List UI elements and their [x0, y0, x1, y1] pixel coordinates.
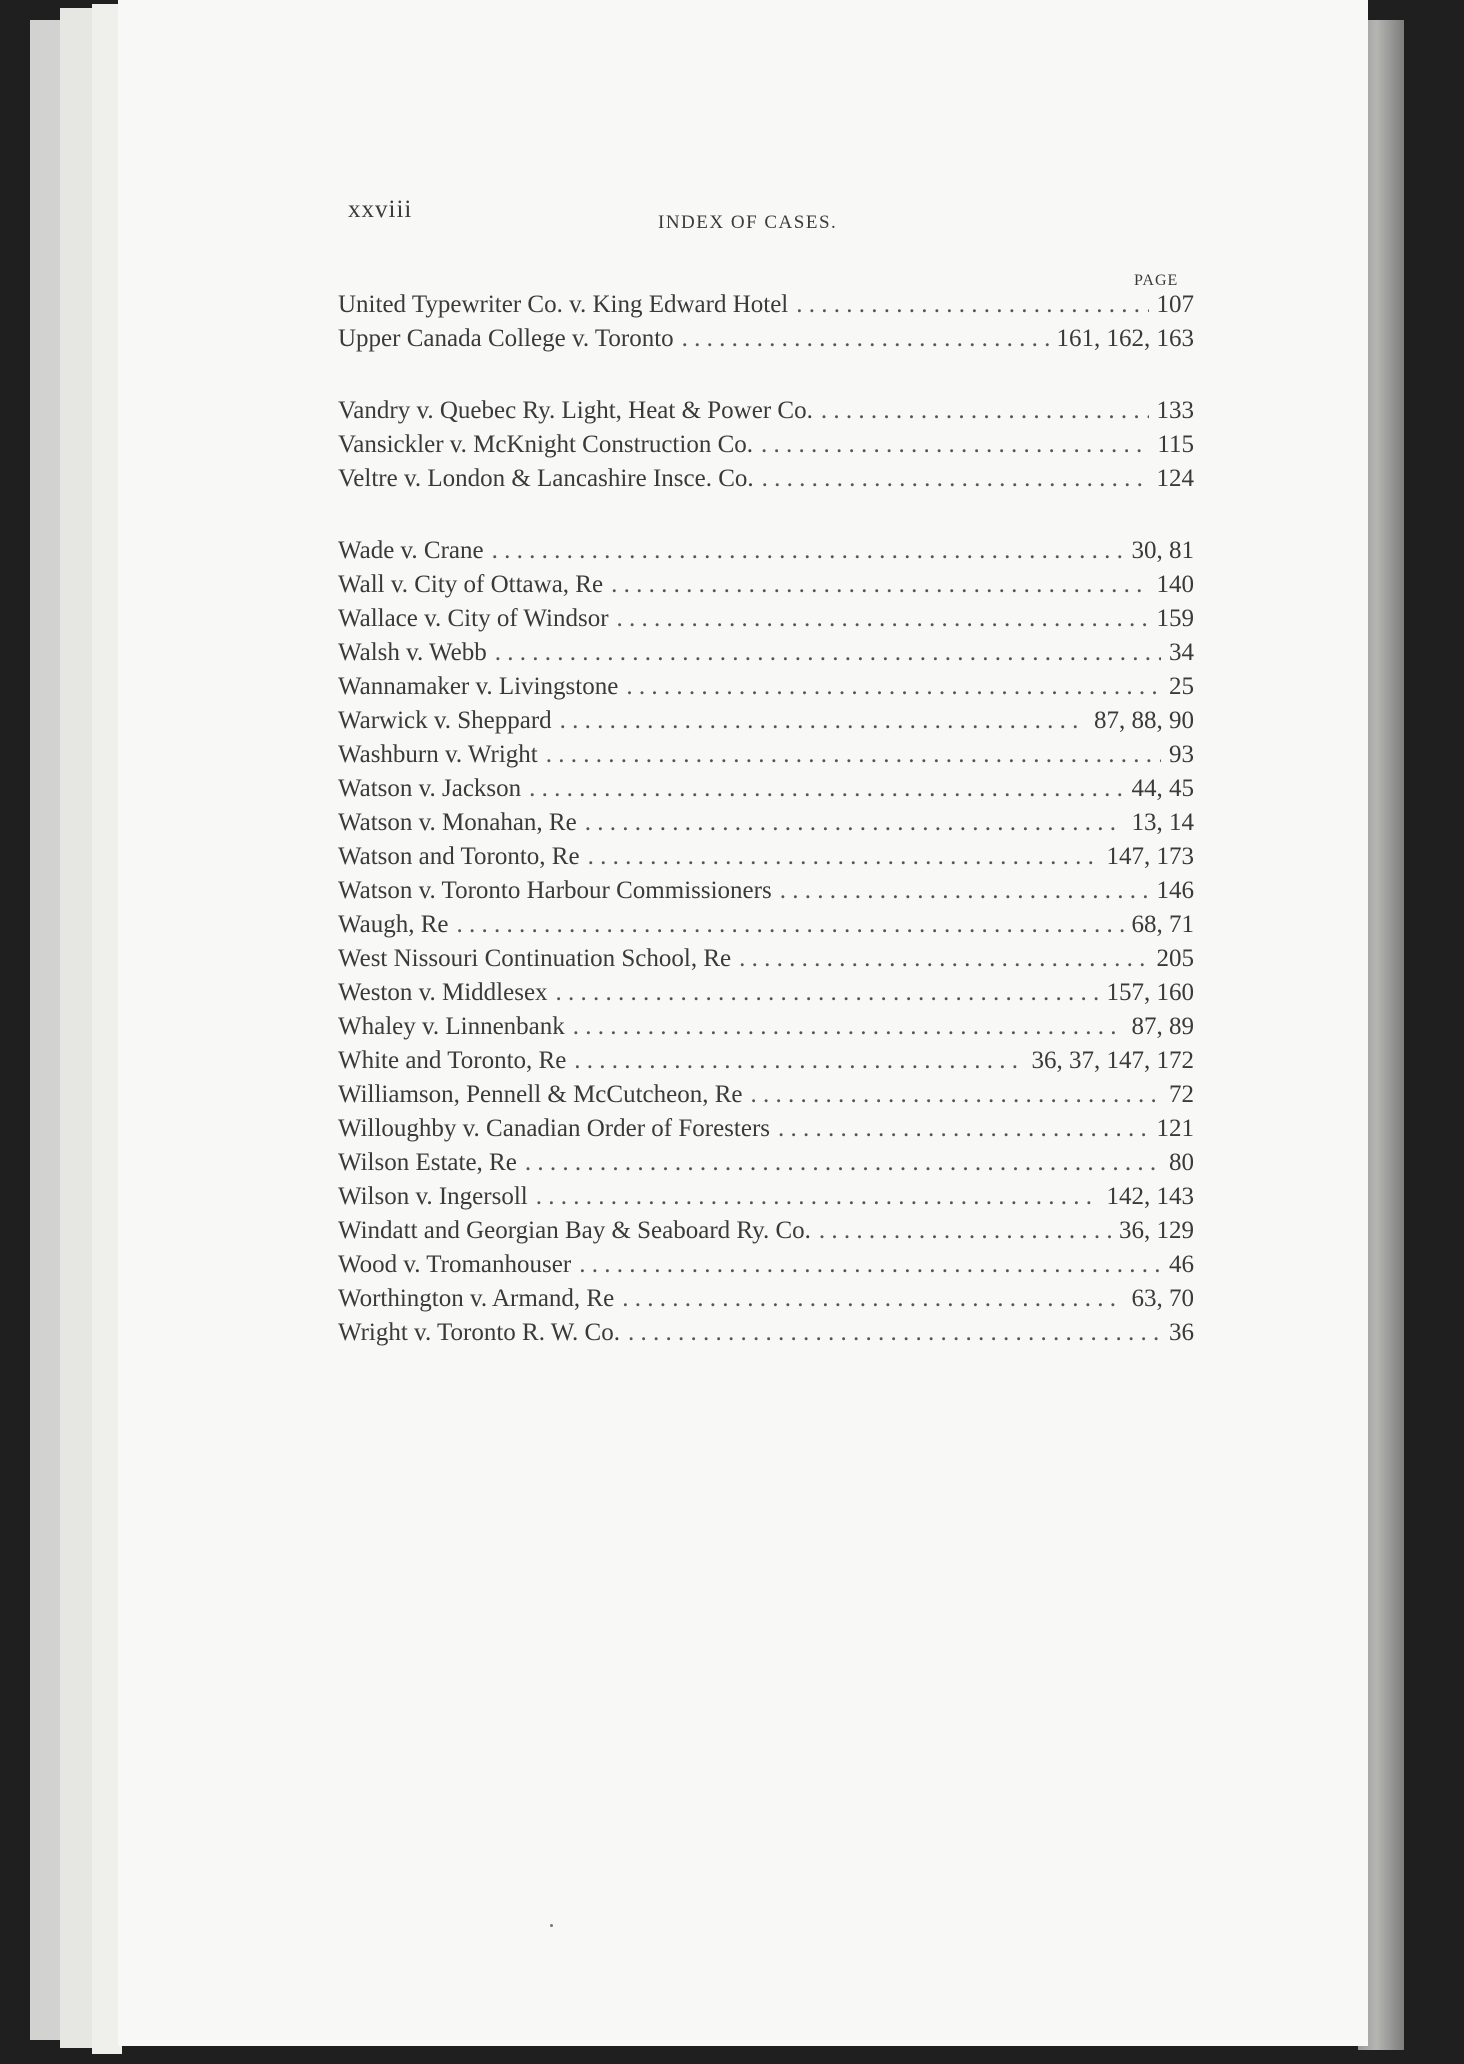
case-pages: 107: [1156, 291, 1194, 318]
index-entry: [338, 738, 1194, 772]
dot-leader: [739, 942, 1148, 976]
case-name: Windatt and Georgian Bay & Seaboard Ry. Co.: [338, 1217, 811, 1244]
case-name: Wright v. Toronto R. W. Co.: [338, 1319, 620, 1346]
dot-leader: [780, 874, 1149, 908]
page-number: xxviii: [348, 196, 413, 223]
index-entry: [338, 976, 1194, 1010]
case-pages: 68, 71: [1131, 911, 1194, 938]
dot-leader: [529, 772, 1123, 806]
case-pages: 205: [1156, 945, 1194, 972]
dot-leader: [628, 1316, 1161, 1350]
case-name: Waugh, Re: [338, 911, 449, 938]
index-entry: [338, 772, 1194, 806]
case-pages: 34: [1169, 639, 1194, 666]
case-name: Willoughby v. Canadian Order of Foresters: [338, 1115, 770, 1142]
case-name: Worthington v. Armand, Re: [338, 1285, 615, 1312]
case-pages: 13, 14: [1131, 809, 1194, 836]
index-entry: [338, 428, 1194, 462]
case-name: Watson v. Jackson: [338, 775, 522, 802]
case-pages: 72: [1169, 1081, 1194, 1108]
dot-leader: [585, 806, 1124, 840]
case-name: Whaley v. Linnenbank: [338, 1013, 565, 1040]
case-name: Vansickler v. McKnight Construction Co.: [338, 431, 754, 458]
dot-leader: [579, 1248, 1161, 1282]
dot-leader: [574, 1044, 1023, 1078]
case-name: Watson v. Monahan, Re: [338, 809, 577, 836]
index-entry: [338, 840, 1194, 874]
case-name: Warwick v. Sheppard: [338, 707, 552, 734]
case-name: West Nissouri Continuation School, Re: [338, 945, 732, 972]
dot-leader: [536, 1180, 1099, 1214]
index-entry: [338, 874, 1194, 908]
dot-leader: [611, 568, 1148, 602]
case-pages: 46: [1169, 1251, 1194, 1278]
index-entry: [338, 1044, 1194, 1078]
dot-leader: [525, 1146, 1161, 1180]
dot-leader: [492, 534, 1124, 568]
case-pages: 146: [1156, 877, 1194, 904]
book-page: [118, 0, 1368, 2046]
dot-leader: [682, 322, 1049, 356]
case-pages: 87, 89: [1131, 1013, 1194, 1040]
case-pages: 140: [1156, 571, 1194, 598]
index-entry: [338, 462, 1194, 496]
index-entry: [338, 806, 1194, 840]
index-entry: [338, 322, 1194, 356]
case-name: Wood v. Tromanhouser: [338, 1251, 572, 1278]
case-pages: 80: [1169, 1149, 1194, 1176]
index-entry: [338, 636, 1194, 670]
index-entry: [338, 1146, 1194, 1180]
dot-leader: [751, 1078, 1162, 1112]
case-pages: 142, 143: [1106, 1183, 1194, 1210]
case-name: Wilson v. Ingersoll: [338, 1183, 528, 1210]
case-name: Wannamaker v. Livingstone: [338, 673, 619, 700]
index-group: [338, 288, 1194, 356]
dot-leader: [762, 462, 1149, 496]
case-name: Veltre v. London & Lancashire Insce. Co.: [338, 465, 754, 492]
case-name: Watson v. Toronto Harbour Commissioners: [338, 877, 772, 904]
case-pages: 25: [1169, 673, 1194, 700]
page-column-label: PAGE: [1134, 272, 1179, 289]
paper-speck: [550, 1924, 553, 1927]
dot-leader: [588, 840, 1099, 874]
dot-leader: [560, 704, 1086, 738]
dot-leader: [761, 428, 1149, 462]
case-name: Upper Canada College v. Toronto: [338, 325, 674, 352]
case-name: Walsh v. Webb: [338, 639, 487, 666]
case-name: Wall v. City of Ottawa, Re: [338, 571, 604, 598]
dot-leader: [573, 1010, 1124, 1044]
case-pages: 36, 129: [1119, 1217, 1194, 1244]
index-of-cases: [338, 288, 1194, 1388]
dot-leader: [556, 976, 1099, 1010]
index-group: [338, 534, 1194, 1350]
dot-leader: [617, 602, 1149, 636]
index-entry: [338, 942, 1194, 976]
case-pages: 133: [1156, 397, 1194, 424]
index-entry: [338, 1112, 1194, 1146]
case-name: Wallace v. City of Windsor: [338, 605, 609, 632]
case-name: White and Toronto, Re: [338, 1047, 567, 1074]
index-entry: [338, 1282, 1194, 1316]
index-entry: [338, 394, 1194, 428]
dot-leader: [778, 1112, 1149, 1146]
case-name: United Typewriter Co. v. King Edward Hotel: [338, 291, 789, 318]
case-pages: 121: [1156, 1115, 1194, 1142]
case-pages: 44, 45: [1131, 775, 1194, 802]
case-pages: 36: [1169, 1319, 1194, 1346]
case-pages: 87, 88, 90: [1094, 707, 1194, 734]
index-entry: [338, 568, 1194, 602]
dot-leader: [495, 636, 1161, 670]
index-entry: [338, 1248, 1194, 1282]
case-pages: 124: [1156, 465, 1194, 492]
case-name: Vandry v. Quebec Ry. Light, Heat & Power Co.: [338, 397, 813, 424]
index-entry: [338, 1010, 1194, 1044]
dot-leader: [622, 1282, 1123, 1316]
case-pages: 93: [1169, 741, 1194, 768]
case-pages: 36, 37, 147, 172: [1031, 1047, 1194, 1074]
index-entry: [338, 1078, 1194, 1112]
index-entry: [338, 534, 1194, 568]
index-entry: [338, 670, 1194, 704]
case-pages: 63, 70: [1131, 1285, 1194, 1312]
case-pages: 159: [1156, 605, 1194, 632]
dot-leader: [626, 670, 1161, 704]
case-pages: 115: [1157, 431, 1194, 458]
dot-leader: [821, 394, 1149, 428]
dot-leader: [819, 1214, 1111, 1248]
index-group: [338, 394, 1194, 496]
index-entry: [338, 908, 1194, 942]
case-name: Williamson, Pennell & McCutcheon, Re: [338, 1081, 743, 1108]
running-head-title: INDEX OF CASES.: [658, 212, 838, 233]
case-pages: 30, 81: [1131, 537, 1194, 564]
case-name: Wilson Estate, Re: [338, 1149, 517, 1176]
case-name: Watson and Toronto, Re: [338, 843, 580, 870]
case-pages: 147, 173: [1106, 843, 1194, 870]
case-pages: 161, 162, 163: [1056, 325, 1194, 352]
case-name: Weston v. Middlesex: [338, 979, 548, 1006]
index-entry: [338, 1316, 1194, 1350]
case-name: Washburn v. Wright: [338, 741, 538, 768]
index-entry: [338, 602, 1194, 636]
index-entry: [338, 704, 1194, 738]
case-name: Wade v. Crane: [338, 537, 484, 564]
index-entry: [338, 1180, 1194, 1214]
index-entry: [338, 288, 1194, 322]
dot-leader: [456, 908, 1123, 942]
case-pages: 157, 160: [1106, 979, 1194, 1006]
dot-leader: [546, 738, 1161, 772]
index-entry: [338, 1214, 1194, 1248]
dot-leader: [796, 288, 1148, 322]
